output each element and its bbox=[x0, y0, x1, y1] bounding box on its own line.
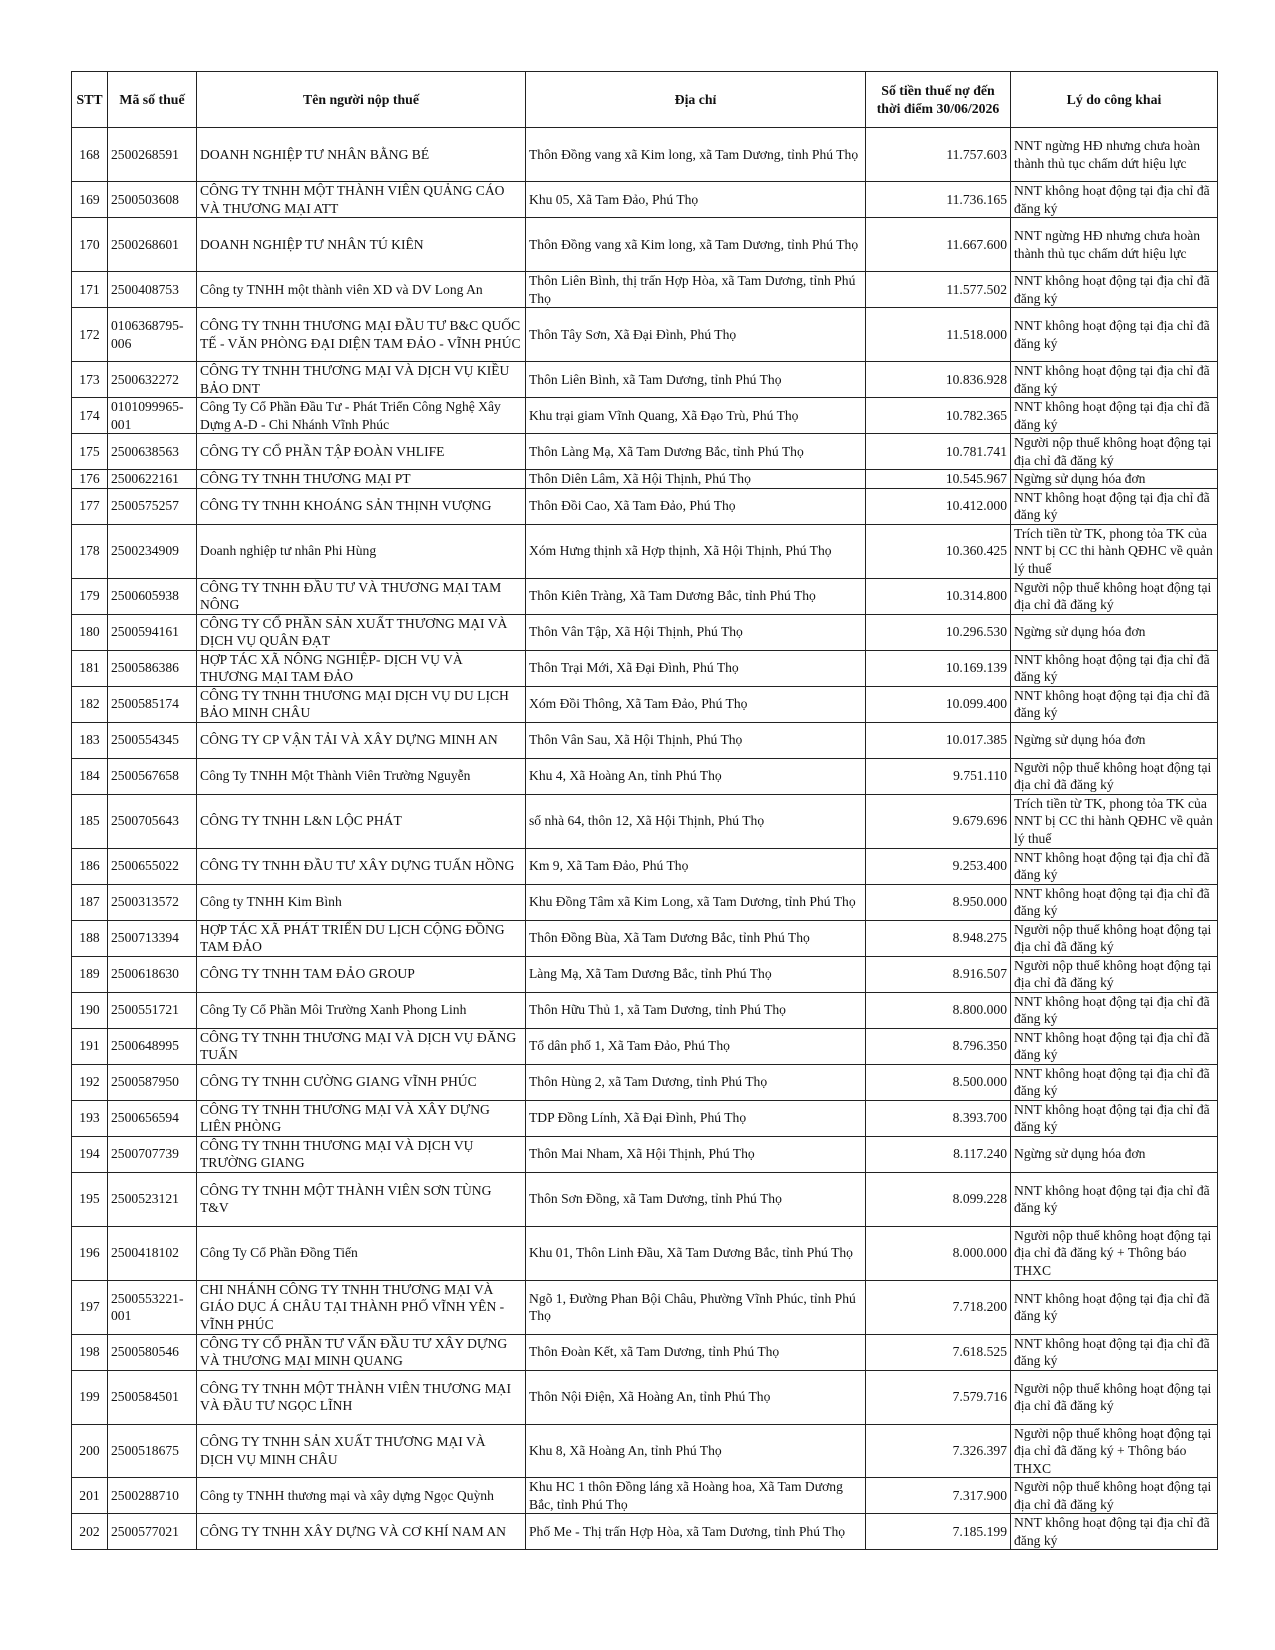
row-address: Khu 05, Xã Tam Đảo, Phú Thọ bbox=[526, 182, 866, 218]
row-stt: 189 bbox=[72, 956, 108, 992]
row-stt: 188 bbox=[72, 920, 108, 956]
row-debt-amount: 10.545.967 bbox=[866, 470, 1011, 489]
row-tax-code: 2500554345 bbox=[108, 722, 197, 758]
row-disclosure-reason: NNT không hoạt động tại địa chỉ đã đăng ký bbox=[1011, 992, 1218, 1028]
row-disclosure-reason: NNT không hoạt động tại địa chỉ đã đăng ký bbox=[1011, 1028, 1218, 1064]
row-address: Thôn Đoàn Kết, xã Tam Dương, tỉnh Phú Thọ bbox=[526, 1334, 866, 1370]
row-debt-amount: 11.667.600 bbox=[866, 218, 1011, 272]
row-disclosure-reason: NNT không hoạt động tại địa chỉ đã đăng ký bbox=[1011, 848, 1218, 884]
row-disclosure-reason: Trích tiền từ TK, phong tỏa TK của NNT bị CC thi hành QĐHC về quản lý thuế bbox=[1011, 524, 1218, 578]
row-tax-code: 2500585174 bbox=[108, 686, 197, 722]
row-taxpayer-name: CÔNG TY TNHH THƯƠNG MẠI VÀ DỊCH VỤ ĐĂNG TUẤN bbox=[197, 1028, 526, 1064]
row-stt: 170 bbox=[72, 218, 108, 272]
row-taxpayer-name: CÔNG TY TNHH MỘT THÀNH VIÊN THƯƠNG MẠI VÀ ĐẦU TƯ NGỌC LĨNH bbox=[197, 1370, 526, 1424]
row-stt: 187 bbox=[72, 884, 108, 920]
row-debt-amount: 10.169.139 bbox=[866, 650, 1011, 686]
row-address: Thôn Kiên Tràng, Xã Tam Dương Bắc, tỉnh Phú Thọ bbox=[526, 578, 866, 614]
row-tax-code: 2500638563 bbox=[108, 434, 197, 470]
row-taxpayer-name: CÔNG TY TNHH TAM ĐẢO GROUP bbox=[197, 956, 526, 992]
row-tax-code: 2500567658 bbox=[108, 758, 197, 794]
row-tax-code: 2500648995 bbox=[108, 1028, 197, 1064]
header-name: Tên người nộp thuế bbox=[197, 72, 526, 128]
row-address: Thôn Hữu Thủ 1, xã Tam Dương, tỉnh Phú Thọ bbox=[526, 992, 866, 1028]
row-tax-code: 2500408753 bbox=[108, 272, 197, 308]
table-row bbox=[72, 1226, 1218, 1280]
table-row bbox=[72, 272, 1218, 308]
row-debt-amount: 8.393.700 bbox=[866, 1100, 1011, 1136]
row-disclosure-reason: NNT không hoạt động tại địa chỉ đã đăng ký bbox=[1011, 1172, 1218, 1226]
table-row bbox=[72, 1478, 1218, 1514]
row-address: Khu 8, Xã Hoàng An, tỉnh Phú Thọ bbox=[526, 1424, 866, 1478]
row-tax-code: 2500656594 bbox=[108, 1100, 197, 1136]
row-stt: 193 bbox=[72, 1100, 108, 1136]
row-taxpayer-name: CÔNG TY TNHH ĐẦU TƯ VÀ THƯƠNG MẠI TAM NÔNG bbox=[197, 578, 526, 614]
row-disclosure-reason: NNT không hoạt động tại địa chỉ đã đăng ký bbox=[1011, 1334, 1218, 1370]
row-disclosure-reason: Người nộp thuế không hoạt động tại địa chỉ đã đăng ký bbox=[1011, 578, 1218, 614]
row-stt: 190 bbox=[72, 992, 108, 1028]
header-reason: Lý do công khai bbox=[1011, 72, 1218, 128]
row-taxpayer-name: CÔNG TY CỔ PHẦN TƯ VẤN ĐẦU TƯ XÂY DỰNG VÀ THƯƠNG MẠI MINH QUANG bbox=[197, 1334, 526, 1370]
row-taxpayer-name: CÔNG TY CP VẬN TẢI VÀ XÂY DỰNG MINH AN bbox=[197, 722, 526, 758]
row-taxpayer-name: Công Ty TNHH Một Thành Viên Trường Nguyễn bbox=[197, 758, 526, 794]
row-taxpayer-name: Công Ty Cổ Phần Môi Trường Xanh Phong Linh bbox=[197, 992, 526, 1028]
row-taxpayer-name: CÔNG TY TNHH THƯƠNG MẠI ĐẦU TƯ B&C QUỐC TẾ - VĂN PHÒNG ĐẠI DIỆN TAM ĐẢO - VĨNH PHÚC bbox=[197, 308, 526, 362]
row-disclosure-reason: Người nộp thuế không hoạt động tại địa chỉ đã đăng ký + Thông báo THXC bbox=[1011, 1226, 1218, 1280]
row-address: Thôn Tây Sơn, Xã Đại Đình, Phú Thọ bbox=[526, 308, 866, 362]
row-debt-amount: 10.782.365 bbox=[866, 398, 1011, 434]
table-row bbox=[72, 1064, 1218, 1100]
row-address: Thôn Sơn Đồng, xã Tam Dương, tỉnh Phú Thọ bbox=[526, 1172, 866, 1226]
row-debt-amount: 8.796.350 bbox=[866, 1028, 1011, 1064]
table-row bbox=[72, 1100, 1218, 1136]
row-debt-amount: 8.000.000 bbox=[866, 1226, 1011, 1280]
row-address: Thôn Trại Mới, Xã Đại Đình, Phú Thọ bbox=[526, 650, 866, 686]
row-disclosure-reason: Ngừng sử dụng hóa đơn bbox=[1011, 470, 1218, 489]
row-stt: 173 bbox=[72, 362, 108, 398]
row-stt: 185 bbox=[72, 794, 108, 848]
row-debt-amount: 10.412.000 bbox=[866, 488, 1011, 524]
row-taxpayer-name: CÔNG TY TNHH ĐẦU TƯ XÂY DỰNG TUẤN HỒNG bbox=[197, 848, 526, 884]
row-taxpayer-name: CÔNG TY TNHH KHOÁNG SẢN THỊNH VƯỢNG bbox=[197, 488, 526, 524]
row-stt: 184 bbox=[72, 758, 108, 794]
table-row bbox=[72, 614, 1218, 650]
row-address: Khu trại giam Vĩnh Quang, Xã Đạo Trù, Phú Thọ bbox=[526, 398, 866, 434]
row-tax-code: 0101099965-001 bbox=[108, 398, 197, 434]
row-debt-amount: 10.017.385 bbox=[866, 722, 1011, 758]
header-row bbox=[72, 72, 1218, 128]
row-debt-amount: 7.317.900 bbox=[866, 1478, 1011, 1514]
table-row bbox=[72, 758, 1218, 794]
row-stt: 171 bbox=[72, 272, 108, 308]
row-taxpayer-name: CÔNG TY TNHH THƯƠNG MẠI DỊCH VỤ DU LỊCH BẢO MINH CHÂU bbox=[197, 686, 526, 722]
row-address: Thôn Liên Bình, thị trấn Hợp Hòa, xã Tam Dương, tỉnh Phú Thọ bbox=[526, 272, 866, 308]
row-disclosure-reason: NNT không hoạt động tại địa chỉ đã đăng ký bbox=[1011, 650, 1218, 686]
row-disclosure-reason: NNT không hoạt động tại địa chỉ đã đăng ký bbox=[1011, 884, 1218, 920]
table-row bbox=[72, 992, 1218, 1028]
table-row bbox=[72, 920, 1218, 956]
row-taxpayer-name: CÔNG TY TNHH THƯƠNG MẠI PT bbox=[197, 470, 526, 489]
row-disclosure-reason: NNT không hoạt động tại địa chỉ đã đăng ký bbox=[1011, 1064, 1218, 1100]
row-taxpayer-name: DOANH NGHIỆP TƯ NHÂN TÚ KIÊN bbox=[197, 218, 526, 272]
row-tax-code: 2500584501 bbox=[108, 1370, 197, 1424]
row-tax-code: 2500705643 bbox=[108, 794, 197, 848]
row-debt-amount: 10.836.928 bbox=[866, 362, 1011, 398]
row-stt: 181 bbox=[72, 650, 108, 686]
row-address: Thôn Vân Sau, Xã Hội Thịnh, Phú Thọ bbox=[526, 722, 866, 758]
row-debt-amount: 7.326.397 bbox=[866, 1424, 1011, 1478]
row-taxpayer-name: Công ty TNHH một thành viên XD và DV Long An bbox=[197, 272, 526, 308]
row-debt-amount: 7.579.716 bbox=[866, 1370, 1011, 1424]
table-row bbox=[72, 722, 1218, 758]
row-taxpayer-name: DOANH NGHIỆP TƯ NHÂN BẰNG BÉ bbox=[197, 128, 526, 182]
row-debt-amount: 9.679.696 bbox=[866, 794, 1011, 848]
row-stt: 175 bbox=[72, 434, 108, 470]
row-stt: 199 bbox=[72, 1370, 108, 1424]
row-taxpayer-name: CÔNG TY TNHH MỘT THÀNH VIÊN QUẢNG CÁO VÀ THƯƠNG MẠI ATT bbox=[197, 182, 526, 218]
row-disclosure-reason: NNT không hoạt động tại địa chỉ đã đăng ký bbox=[1011, 308, 1218, 362]
row-stt: 197 bbox=[72, 1280, 108, 1334]
row-disclosure-reason: Người nộp thuế không hoạt động tại địa chỉ đã đăng ký + Thông báo THXC bbox=[1011, 1424, 1218, 1478]
table-row bbox=[72, 470, 1218, 489]
row-address: Thôn Nội Điện, Xã Hoàng An, tỉnh Phú Thọ bbox=[526, 1370, 866, 1424]
row-address: Thôn Mai Nham, Xã Hội Thịnh, Phú Thọ bbox=[526, 1136, 866, 1172]
document-page bbox=[71, 71, 1217, 1550]
row-address: Km 9, Xã Tam Đảo, Phú Thọ bbox=[526, 848, 866, 884]
row-address: Thôn Đồng vang xã Kim long, xã Tam Dương, tỉnh Phú Thọ bbox=[526, 128, 866, 182]
row-disclosure-reason: NNT không hoạt động tại địa chỉ đã đăng ký bbox=[1011, 1100, 1218, 1136]
row-address: Xóm Đồi Thông, Xã Tam Đảo, Phú Thọ bbox=[526, 686, 866, 722]
row-tax-code: 2500268591 bbox=[108, 128, 197, 182]
row-tax-code: 2500580546 bbox=[108, 1334, 197, 1370]
row-address: Thôn Liên Bình, xã Tam Dương, tỉnh Phú Thọ bbox=[526, 362, 866, 398]
row-tax-code: 2500632272 bbox=[108, 362, 197, 398]
row-debt-amount: 10.099.400 bbox=[866, 686, 1011, 722]
row-taxpayer-name: Công ty TNHH Kim Bình bbox=[197, 884, 526, 920]
row-disclosure-reason: NNT ngừng HĐ nhưng chưa hoàn thành thủ tục chấm dứt hiệu lực bbox=[1011, 128, 1218, 182]
row-address: Thôn Đồi Cao, Xã Tam Đảo, Phú Thọ bbox=[526, 488, 866, 524]
row-stt: 174 bbox=[72, 398, 108, 434]
row-disclosure-reason: Ngừng sử dụng hóa đơn bbox=[1011, 1136, 1218, 1172]
row-taxpayer-name: CÔNG TY TNHH THƯƠNG MẠI VÀ XÂY DỰNG LIÊN PHÒNG bbox=[197, 1100, 526, 1136]
table-row bbox=[72, 1280, 1218, 1334]
header-debt: Số tiền thuế nợ đến thời điểm 30/06/2026 bbox=[866, 72, 1011, 128]
row-taxpayer-name: Công Ty Cổ Phần Đồng Tiến bbox=[197, 1226, 526, 1280]
row-taxpayer-name: CÔNG TY CỔ PHẦN SẢN XUẤT THƯƠNG MẠI VÀ DỊCH VỤ QUÂN ĐẠT bbox=[197, 614, 526, 650]
row-tax-code: 2500503608 bbox=[108, 182, 197, 218]
table-header bbox=[72, 72, 1218, 128]
table-row bbox=[72, 794, 1218, 848]
row-debt-amount: 11.518.000 bbox=[866, 308, 1011, 362]
row-stt: 198 bbox=[72, 1334, 108, 1370]
row-debt-amount: 10.360.425 bbox=[866, 524, 1011, 578]
table-row bbox=[72, 1514, 1218, 1550]
row-stt: 195 bbox=[72, 1172, 108, 1226]
row-taxpayer-name: CÔNG TY TNHH L&N LỘC PHÁT bbox=[197, 794, 526, 848]
row-address: Khu Đồng Tâm xã Kim Long, xã Tam Dương, tỉnh Phú Thọ bbox=[526, 884, 866, 920]
row-taxpayer-name: CÔNG TY TNHH SẢN XUẤT THƯƠNG MẠI VÀ DỊCH VỤ MINH CHÂU bbox=[197, 1424, 526, 1478]
row-tax-code: 2500707739 bbox=[108, 1136, 197, 1172]
row-stt: 169 bbox=[72, 182, 108, 218]
row-tax-code: 2500587950 bbox=[108, 1064, 197, 1100]
table-row bbox=[72, 1172, 1218, 1226]
table-row bbox=[72, 1334, 1218, 1370]
row-debt-amount: 7.185.199 bbox=[866, 1514, 1011, 1550]
row-stt: 201 bbox=[72, 1478, 108, 1514]
row-address: Thôn Đồng vang xã Kim long, xã Tam Dương, tỉnh Phú Thọ bbox=[526, 218, 866, 272]
row-address: TDP Đồng Lính, Xã Đại Đình, Phú Thọ bbox=[526, 1100, 866, 1136]
row-disclosure-reason: Người nộp thuế không hoạt động tại địa chỉ đã đăng ký bbox=[1011, 758, 1218, 794]
table-row bbox=[72, 1370, 1218, 1424]
row-taxpayer-name: CÔNG TY CỔ PHẦN TẬP ĐOÀN VHLIFE bbox=[197, 434, 526, 470]
row-taxpayer-name: CÔNG TY TNHH MỘT THÀNH VIÊN SƠN TÙNG T&V bbox=[197, 1172, 526, 1226]
table-row bbox=[72, 1136, 1218, 1172]
row-disclosure-reason: Ngừng sử dụng hóa đơn bbox=[1011, 722, 1218, 758]
table-row bbox=[72, 308, 1218, 362]
row-stt: 180 bbox=[72, 614, 108, 650]
table-row bbox=[72, 1028, 1218, 1064]
row-debt-amount: 7.618.525 bbox=[866, 1334, 1011, 1370]
row-stt: 177 bbox=[72, 488, 108, 524]
row-taxpayer-name: Công ty TNHH thương mại và xây dựng Ngọc Quỳnh bbox=[197, 1478, 526, 1514]
row-disclosure-reason: Ngừng sử dụng hóa đơn bbox=[1011, 614, 1218, 650]
table-row bbox=[72, 182, 1218, 218]
row-address: Khu HC 1 thôn Đồng láng xã Hoàng hoa, Xã Tam Dương Bắc, tỉnh Phú Thọ bbox=[526, 1478, 866, 1514]
row-disclosure-reason: NNT không hoạt động tại địa chỉ đã đăng ký bbox=[1011, 488, 1218, 524]
table-row bbox=[72, 578, 1218, 614]
row-tax-code: 2500234909 bbox=[108, 524, 197, 578]
table-row bbox=[72, 956, 1218, 992]
row-address: Thôn Đồng Bùa, Xã Tam Dương Bắc, tỉnh Phú Thọ bbox=[526, 920, 866, 956]
row-taxpayer-name: Công Ty Cổ Phần Đầu Tư - Phát Triển Công Nghệ Xây Dựng A-D - Chi Nhánh Vĩnh Phúc bbox=[197, 398, 526, 434]
row-disclosure-reason: NNT không hoạt động tại địa chỉ đã đăng ký bbox=[1011, 272, 1218, 308]
table-row bbox=[72, 524, 1218, 578]
row-address: Xóm Hưng thịnh xã Hợp thịnh, Xã Hội Thịnh, Phú Thọ bbox=[526, 524, 866, 578]
row-stt: 186 bbox=[72, 848, 108, 884]
row-tax-code: 2500577021 bbox=[108, 1514, 197, 1550]
table-row bbox=[72, 650, 1218, 686]
row-taxpayer-name: CHI NHÁNH CÔNG TY TNHH THƯƠNG MẠI VÀ GIÁO DỤC Á CHÂU TẠI THÀNH PHỐ VĨNH YÊN - VĨNH PHÚC bbox=[197, 1280, 526, 1334]
table-row bbox=[72, 128, 1218, 182]
row-disclosure-reason: Người nộp thuế không hoạt động tại địa chỉ đã đăng ký bbox=[1011, 434, 1218, 470]
row-stt: 194 bbox=[72, 1136, 108, 1172]
table-row bbox=[72, 398, 1218, 434]
tax-debt-table bbox=[71, 71, 1218, 1550]
row-taxpayer-name: Doanh nghiệp tư nhân Phi Hùng bbox=[197, 524, 526, 578]
row-tax-code: 2500313572 bbox=[108, 884, 197, 920]
row-disclosure-reason: NNT không hoạt động tại địa chỉ đã đăng ký bbox=[1011, 1280, 1218, 1334]
row-stt: 196 bbox=[72, 1226, 108, 1280]
row-stt: 172 bbox=[72, 308, 108, 362]
table-body bbox=[72, 128, 1218, 1550]
row-debt-amount: 8.099.228 bbox=[866, 1172, 1011, 1226]
row-tax-code: 2500605938 bbox=[108, 578, 197, 614]
row-debt-amount: 8.916.507 bbox=[866, 956, 1011, 992]
row-disclosure-reason: Người nộp thuế không hoạt động tại địa chỉ đã đăng ký bbox=[1011, 1370, 1218, 1424]
row-address: Thôn Làng Mạ, Xã Tam Dương Bắc, tỉnh Phú Thọ bbox=[526, 434, 866, 470]
row-disclosure-reason: NNT không hoạt động tại địa chỉ đã đăng ký bbox=[1011, 362, 1218, 398]
row-taxpayer-name: CÔNG TY TNHH CƯỜNG GIANG VĨNH PHÚC bbox=[197, 1064, 526, 1100]
row-address: Khu 01, Thôn Linh Đầu, Xã Tam Dương Bắc, tỉnh Phú Thọ bbox=[526, 1226, 866, 1280]
row-disclosure-reason: NNT ngừng HĐ nhưng chưa hoàn thành thủ tục chấm dứt hiệu lực bbox=[1011, 218, 1218, 272]
row-debt-amount: 11.757.603 bbox=[866, 128, 1011, 182]
row-stt: 182 bbox=[72, 686, 108, 722]
row-stt: 191 bbox=[72, 1028, 108, 1064]
row-disclosure-reason: Người nộp thuế không hoạt động tại địa chỉ đã đăng ký bbox=[1011, 956, 1218, 992]
row-tax-code: 2500518675 bbox=[108, 1424, 197, 1478]
table-row bbox=[72, 488, 1218, 524]
row-address: Thôn Hùng 2, xã Tam Dương, tỉnh Phú Thọ bbox=[526, 1064, 866, 1100]
row-debt-amount: 8.500.000 bbox=[866, 1064, 1011, 1100]
row-taxpayer-name: HỢP TÁC XÃ PHÁT TRIỂN DU LỊCH CỘNG ĐỒNG TAM ĐẢO bbox=[197, 920, 526, 956]
row-stt: 178 bbox=[72, 524, 108, 578]
row-taxpayer-name: CÔNG TY TNHH THƯƠNG MẠI VÀ DỊCH VỤ KIỀU BẢO DNT bbox=[197, 362, 526, 398]
row-debt-amount: 9.253.400 bbox=[866, 848, 1011, 884]
row-debt-amount: 8.117.240 bbox=[866, 1136, 1011, 1172]
row-taxpayer-name: CÔNG TY TNHH THƯƠNG MẠI VÀ DỊCH VỤ TRƯỜNG GIANG bbox=[197, 1136, 526, 1172]
row-tax-code: 2500655022 bbox=[108, 848, 197, 884]
header-stt: STT bbox=[72, 72, 108, 128]
row-taxpayer-name: HỢP TÁC XÃ NÔNG NGHIỆP- DỊCH VỤ VÀ THƯƠNG MẠI TAM ĐẢO bbox=[197, 650, 526, 686]
header-tax-code: Mã số thuế bbox=[108, 72, 197, 128]
table-row bbox=[72, 218, 1218, 272]
row-debt-amount: 8.948.275 bbox=[866, 920, 1011, 956]
row-disclosure-reason: Trích tiền từ TK, phong tỏa TK của NNT bị CC thi hành QĐHC về quản lý thuế bbox=[1011, 794, 1218, 848]
row-address: Tổ dân phố 1, Xã Tam Đảo, Phú Thọ bbox=[526, 1028, 866, 1064]
table-row bbox=[72, 848, 1218, 884]
row-disclosure-reason: Người nộp thuế không hoạt động tại địa chỉ đã đăng ký bbox=[1011, 1478, 1218, 1514]
table-row bbox=[72, 362, 1218, 398]
row-stt: 200 bbox=[72, 1424, 108, 1478]
row-debt-amount: 10.296.530 bbox=[866, 614, 1011, 650]
table-row bbox=[72, 686, 1218, 722]
row-tax-code: 2500288710 bbox=[108, 1478, 197, 1514]
row-disclosure-reason: NNT không hoạt động tại địa chỉ đã đăng ký bbox=[1011, 686, 1218, 722]
row-debt-amount: 10.781.741 bbox=[866, 434, 1011, 470]
row-tax-code: 2500618630 bbox=[108, 956, 197, 992]
row-address: Khu 4, Xã Hoàng An, tỉnh Phú Thọ bbox=[526, 758, 866, 794]
row-debt-amount: 8.800.000 bbox=[866, 992, 1011, 1028]
row-tax-code: 2500575257 bbox=[108, 488, 197, 524]
row-debt-amount: 7.718.200 bbox=[866, 1280, 1011, 1334]
row-tax-code: 0106368795-006 bbox=[108, 308, 197, 362]
table-row bbox=[72, 1424, 1218, 1478]
row-stt: 202 bbox=[72, 1514, 108, 1550]
row-tax-code: 2500622161 bbox=[108, 470, 197, 489]
row-disclosure-reason: NNT không hoạt động tại địa chỉ đã đăng ký bbox=[1011, 398, 1218, 434]
table-row bbox=[72, 434, 1218, 470]
row-stt: 183 bbox=[72, 722, 108, 758]
row-address: số nhà 64, thôn 12, Xã Hội Thịnh, Phú Thọ bbox=[526, 794, 866, 848]
row-tax-code: 2500553221-001 bbox=[108, 1280, 197, 1334]
row-tax-code: 2500268601 bbox=[108, 218, 197, 272]
row-stt: 176 bbox=[72, 470, 108, 489]
row-address: Làng Mạ, Xã Tam Dương Bắc, tỉnh Phú Thọ bbox=[526, 956, 866, 992]
row-address: Phố Me - Thị trấn Hợp Hòa, xã Tam Dương, tỉnh Phú Thọ bbox=[526, 1514, 866, 1550]
header-address: Địa chỉ bbox=[526, 72, 866, 128]
row-address: Ngõ 1, Đường Phan Bội Châu, Phường Vĩnh Phúc, tỉnh Phú Thọ bbox=[526, 1280, 866, 1334]
row-debt-amount: 11.736.165 bbox=[866, 182, 1011, 218]
row-tax-code: 2500418102 bbox=[108, 1226, 197, 1280]
row-address: Thôn Vân Tập, Xã Hội Thịnh, Phú Thọ bbox=[526, 614, 866, 650]
row-taxpayer-name: CÔNG TY TNHH XÂY DỰNG VÀ CƠ KHÍ NAM AN bbox=[197, 1514, 526, 1550]
row-tax-code: 2500523121 bbox=[108, 1172, 197, 1226]
row-tax-code: 2500551721 bbox=[108, 992, 197, 1028]
row-stt: 179 bbox=[72, 578, 108, 614]
row-address: Thôn Diên Lâm, Xã Hội Thịnh, Phú Thọ bbox=[526, 470, 866, 489]
row-debt-amount: 10.314.800 bbox=[866, 578, 1011, 614]
row-disclosure-reason: Người nộp thuế không hoạt động tại địa chỉ đã đăng ký bbox=[1011, 920, 1218, 956]
row-debt-amount: 8.950.000 bbox=[866, 884, 1011, 920]
row-debt-amount: 9.751.110 bbox=[866, 758, 1011, 794]
row-stt: 192 bbox=[72, 1064, 108, 1100]
row-disclosure-reason: NNT không hoạt động tại địa chỉ đã đăng ký bbox=[1011, 1514, 1218, 1550]
row-disclosure-reason: NNT không hoạt động tại địa chỉ đã đăng ký bbox=[1011, 182, 1218, 218]
row-tax-code: 2500594161 bbox=[108, 614, 197, 650]
row-tax-code: 2500713394 bbox=[108, 920, 197, 956]
row-tax-code: 2500586386 bbox=[108, 650, 197, 686]
row-stt: 168 bbox=[72, 128, 108, 182]
row-debt-amount: 11.577.502 bbox=[866, 272, 1011, 308]
table-row bbox=[72, 884, 1218, 920]
